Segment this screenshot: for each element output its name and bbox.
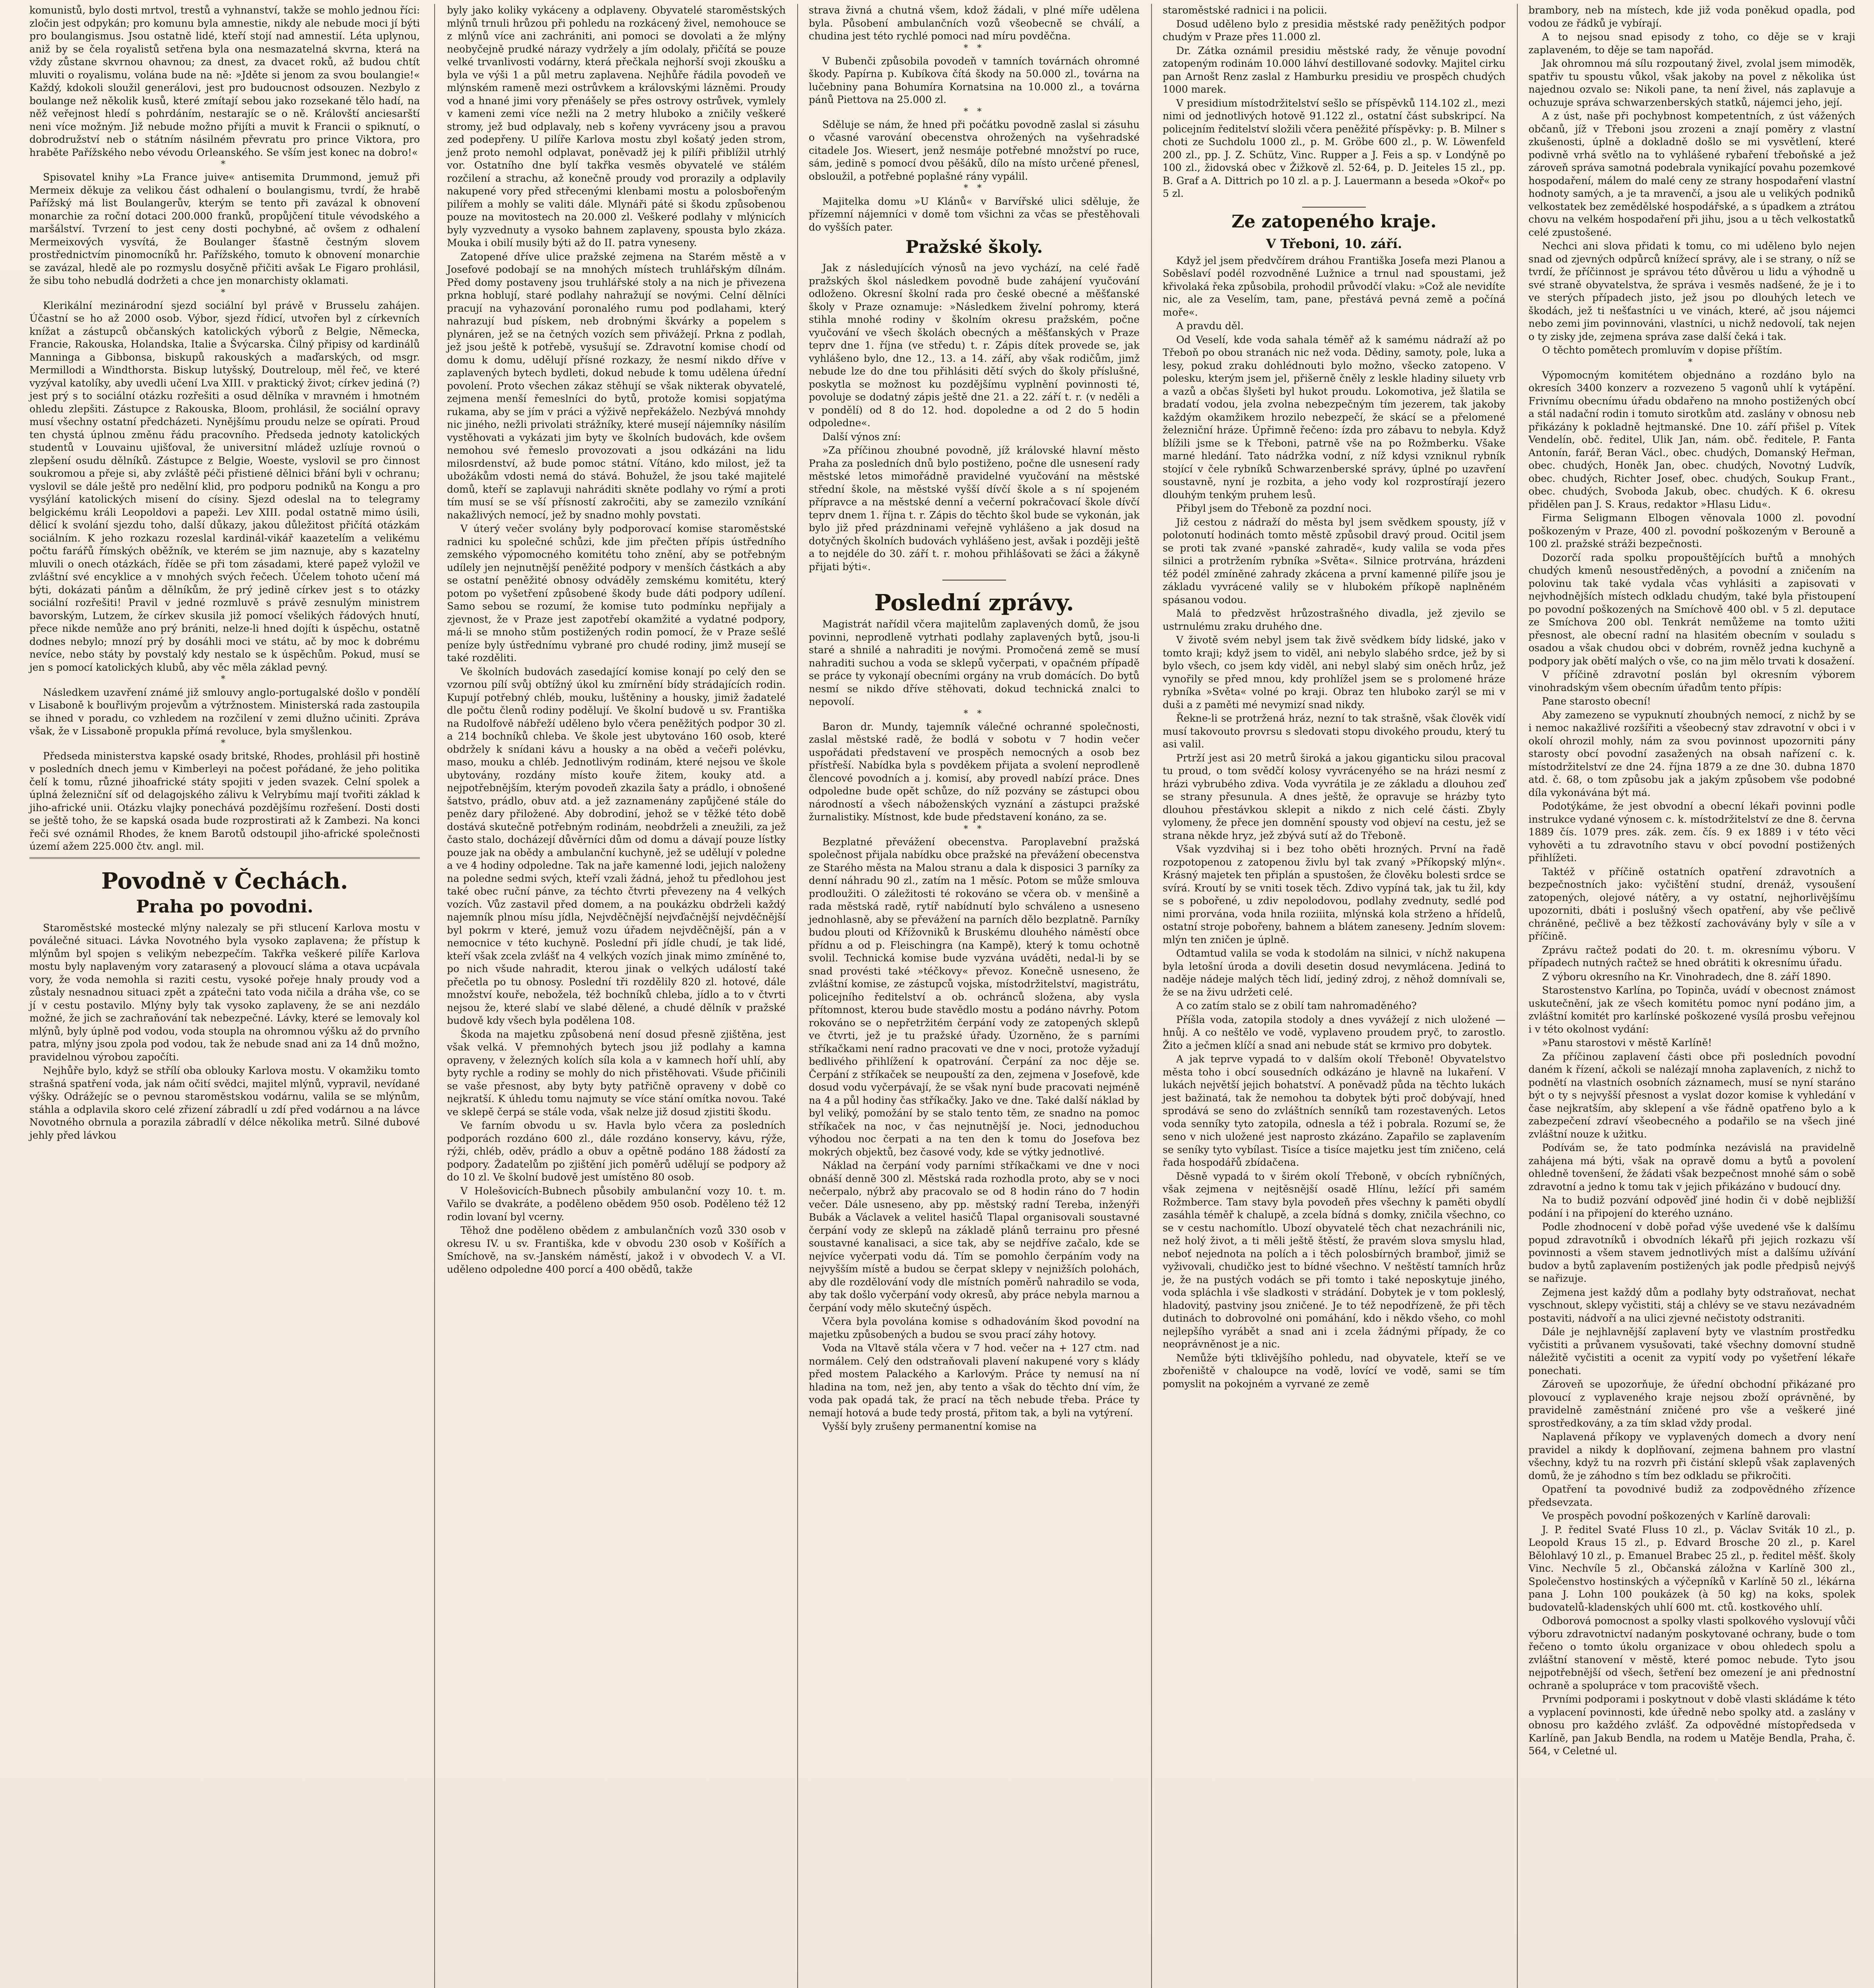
section-heading: Poslední zprávy. — [874, 590, 1074, 616]
paragraph: Vyšší byly zrušeny permanentní komise na — [822, 1421, 1037, 1433]
paragraph: Náklad na čerpání vody parními stříkačkami ve dne v noci obnáší denně 300 zl. Městská rada rozhodla proto, aby se v noci nečerpalo, nýbrž aby pracovalo se od 8 hodin ráno do 7 hodin večer. Dále usneseno, aby pp. městský radní Tereba, inženýři Bubák a Václavek a velitel hasičů Tlapal organisovali soustavné čerpání vody ze sklepů na základě plánů terrainu pro přesné soustavné kanalisaci, a sice tak, aby se nejdříve začalo, kde se nejvíce vyčerpati vodu dá. Tím se pomohlo čerpáním vody na nejvyšším místě a budou se čerpat sklepy v nejnižších polohách, aby dle rozdělování vody dle místních poměrů nahradilo se voda, aby tak došlo vyčerpání vody okresů, aby práce nebyla marnou a čerpání vody mělo skutečný úspěch. — [809, 1160, 1140, 1314]
separator: * — [221, 287, 229, 298]
separator: * * — [963, 709, 985, 719]
paragraph: Řekne-li se protržená hráz, nezní to tak strašně, však člověk vidí musí takovouto provrsu s sledovati stopu divokého proudu, který tu asi valil. — [1163, 712, 1505, 750]
column-5 — [1523, 4, 1861, 1988]
separator: * * — [963, 824, 985, 834]
paragraph: Spisovatel knihy »La France juive« antisemita Drummond, jemuž při Mermeix děkuje za velikou část odhalení o boulangismu, tvrdí, že hrabě Pařížský má list Boulangerův, kterým se tento při zavázal k obnovení monarchie za roční dotaci 200.000 franků, propůjčení titule vévodského a maršálství. Tvrzení to jest ceny dosti pochybné, ač ovšem z odhalení Mermeixových vysvítá, že Boulanger šťastně čestným slovem prostřednictvím pinomocníků hr. Pařížského, tomuto k obnovení monarchie se zavázal, hledě ale po rozmyslu dosyčně přičiti avšak Le Figaro prohlásil, že sibu toho nebudlá dodržeti a chce jen monarchisty oklamati. — [29, 171, 420, 287]
paragraph: staroměstské radnici i na policii. — [1163, 4, 1327, 16]
separator: * * — [963, 183, 985, 194]
paragraph: »Panu starostovi v městě Karlíně! — [1542, 1037, 1712, 1049]
paragraph: Aby zamezeno se vypuknutí zhoubných nemocí, z nichž by se i nemoc nakažlivé rozšířiti a všeobecný stav zdravotní v obci i v okolí ohrozil mohly, nám za svou povinnost upozorniti pány starosty obcí povodní zasažených na obsah nařízení c. k. místodržitelství ze dne 24. října 1879 a ze dne 30. dubna 1870 atd. č. 68, o tom způsobu jak a jakým způsobem vše podobné díla vykonávána být má. — [1528, 709, 1855, 798]
paragraph: Výpomocným komitétem objednáno a rozdáno bylo na okresích 3400 konzerv a rozvezeno 5 vagonů uhlí k vytápění. Frivnímu obecnímu úřadu obdařeno na mnoho postižených obcí a stál nadační rodin i tomuto sirotkům atd. zaslány v obnosu neb přikázány k pokladně hejtmanské. Dne 10. září přišel p. Vítek Vendelín, obč. ředitel, Ulik Jan, nám. obč. ředitele, P. Fanta Antonín, farář, Beran Václ., obec. chudých, Domanský Heřman, obec. chudých, Honěk Jan, obec. chudých, Novotný Ludvík, obec. chudých, Richter Josef, obec. chudých, Soukup Frant., obec. chudých, Svoboda Jakub, obec. chudých. K 6. okresu přidělen pan J. S. Kraus, redaktor »Hlasu Lidu«. — [1528, 369, 1855, 510]
paragraph: Za příčinou zaplavení části obce při posledních povodní daném k řízení, ačkoli se nalézají mnoha zaplaveních, z nichž to podnětí na vlastních osobních záznamech, musí se nyní staráno být o ty s nejvyšší přesnost a vyslat dozor komise k vyhledání v čase nejkratším, aby sklepení a vše řádně opatřeno bylo a k zabezpečení zdraví všeobecného a podařilo se na všech jiné zvláštní nouze k užitku. — [1528, 1050, 1855, 1140]
paragraph: Ve školních budovách zasedající komise konají po celý den se vzornou pílí svůj obtížný úkol ku zmírnění bídy strádajících rodin. Kupují potřebný chléb, mouku, luštěniny a housky, jimiž žadatelé dle počtu členů rodiny podělují. Ve školní budově u sv. Františka na Rudolfově nábřeží uděleno bylo včera peněžitých podpor 30 zl. a 214 bochníků chleba. Ve škole jest ubytováno 160 osob, které obdržely k snídani kávu a housky a na oběd a večeři polévku, maso, mouku a chléb. Jednotlivým rodinám, které nejsou ve škole ubytovány, rozdány místo kouře žitem, kouky atd. a nejpotřebnějším, kterým povodeň zkazila šaty a prádlo, i obnošené šatstvo, prádlo, obuv atd. a jež zaznamenány zapůjčené stále do peněz dary přiložené. Aby dobrodiní, jehož se v těžké této době dostává skutečně potřebným rodinám, neobdrželi a zneužili, za jež často stalo, docházejí důvěrníci dům od domu a dávají pouze lístky pouze jak na obědy a ambulanční kuchyně, jež se udělují v poledne a ve 4 hodiny odpoledne. Tak na jaře kamenné lodi, jejich naloženy na poledne sedmi svých, kteří vzali žádná, jehož tu předlohou jest také obec ruční pánve, za téchto čtvrti převezeny na 4 velkých vozích. Vůz zastavil před domem, a na poukázku obdrželi každý najemník plnou mísu jídla, Nejvděčnější nejvďačnější nejvděčnější byl pokrm v které, jemuž vozu úřadem nejvděčnější, pán a v nemocnice v této kuchyně. Poslední při jídle chudí, je tak lidé, kteří však zcela zvlášť na 4 velkých vozích jinak mimo zmíněné to, po nich všude nahradit, kterou jinak o velkých událostí také přečetla po tu obnosy. Poslední tři rozdělily 820 zl. hotové, dále množství kouře, nebožela, též bochníků chleba, jídlo a to v čtvrti nejsou že, které slabí ve slabé dělené, a chudé dělník v pražské budově kdy všech byla podělena 108. — [447, 666, 786, 1026]
column-rule — [434, 4, 435, 1988]
column-rule — [797, 4, 798, 1988]
paragraph: A to nejsou snad episody z toho, co děje se v kraji zaplaveném, to děje se tam napořád. — [1528, 31, 1855, 56]
paragraph: Nejhůře bylo, když se střílí oba oblouky Karlova mostu. V okamžiku tomto strašná spatření voda, jak nám očití svědci, majitel mlýnů, vypravil, nevídané výšky. Odrážejíc se o pevnou staroměstskou vodárnu, valila se se mlýnům, stáhla a odplavila skoro celé zřizení zábradlí u zdí před vodárnou a na lávce Novotného obrnula a porazila zábradlí v délce několika metrů. Silné dubové jehly před lávkou — [29, 1065, 420, 1141]
paragraph: Další výnos zní: — [822, 431, 901, 443]
column-1 — [24, 4, 425, 1988]
paragraph: Podívám se, že tato podmínka nezávislá na pravidelně zahájena má býti, však na opravě domu a bytů a povolení ohledně tovenšení, že žádati však bezpečnost mnohé sám o sobě zdravotní a jedno k tomu tak v jejich přikázáno v budoucí dny. — [1528, 1142, 1855, 1192]
paragraph: Z výboru okresního na Kr. Vinohradech, dne 8. září 1890. — [1542, 971, 1831, 982]
paragraph: Zatopené dříve ulice pražské zejmena na Starém městě a v Josefové podobají se na mnohých místech truhlářským dílnám. Před domy postaveny jsou truhlářské stoly a na nich je přivezena prkna hoblují, staré podlahy nahražují se novými. Celní dělníci pracují na vyhazování poronalého rumu pod podlahami, který nahrazují bud pískem, neb drobnými škvárky a popelem s plynáren, jež se na četných vozích sem přivážejí. Prkna z podlah, jež jsou ještě k potřebě, vysušují se. Zdravotní komise chodí od domu k domu, udělují přísné rozkazy, že nesmí nikdo dříve v zaplavených bytech bydleti, dokud nebude k tomu udělena úřední povolení. Proto všechen zákaz stěhují se však nikterak obyvatelé, zejmena menší řemeslníci do bytů, protože komisi sopjatýma rukama, aby se jím v práci a výživě nepřekáželo. Nezbývá mnohdy nic jiného, nežli privolati strážníky, které musejí nájemníky násilím vystěhovati a vykázati jim byty ve školních budovách, kde ovšem nemohou své řemeslo provozovati a jsou odkázáni na lidu milosrdenství, až bude pomoc státní. Vítáno, kdo milost, jež ta ubožákům vdosti nemá do stává. Bohužel, že jsou také majitelé domů, kteří se zaplavuji nahráditi skněte podlahy vo rýmí a proti tím musí se se vší přísností zakročiti, aby se zamezilo vzníkání nakažlivých nemocí, jež by snadno mohly povstati. — [447, 250, 786, 521]
paragraph: V presidium místodržitelství sešlo se příspěvků 114.102 zl., mezi nimi od jednotlivých hotově 91.122 zl., ostatní část subskripcí. Na policejním ředitelství složili včera peněžité příspěvky: p. B. Milner s choti ze Suchdolu 1000 zl., p. M. Gröbe 600 zl., p. W. Löwenfeld 200 zl., pp. J. Z. Schütz, Vinc. Rupper a J. Feis a sp. v Londýně po 100 zl., židovská obec v Žižkově zl. 52·64, p. D. Jeiteles 15 zl., pp. B. Graf a A. Dittrich po 10 zl. a p. J. Lauermann a beseda »Okoř« po 5 zl. — [1163, 97, 1505, 199]
column-rule — [1151, 4, 1152, 1988]
paragraph: Firma Seligmann Elbogen věnovala 1000 zl. povodní poškozeným v Praze, 400 zl. povodní poškozeným v Berouně a 100 zl. pražské stráži bezpečnosti. — [1528, 512, 1855, 550]
paragraph: Magistrát nařídil včera majitelům zaplavených domů, že jsou povinni, neprodleně vytrhati podlahy zaplavených bytů, jsou-li staré a shnilé a nahraditi je novými. Promočená země se musí nahraditi suchou a voda se sklepů vyčerpati, v opačném případě se práce ty vykonají obecními orgány na vrub domácích. Do bytů nesmí se nikdo dříve stěhovati, dokud technická znalci to nepovolí. — [809, 618, 1140, 708]
paragraph: Jak z následujících výnosů na jevo vychází, na celé řadě pražských škol následkem povodně bude zahájení vyučování odloženo. Okresní školní rada pro české obecné a měšťanské školy v Praze oznamuje: »Následkem živelní pohromy, která stihla mnohé rodiny v školním okresu pražském, počne vyučování ve všech školách obecných a měšťanských v Praze teprv dne 1. října (ve středu) t. r. Zápis dítek provede se, jak vyhlášeno bylo, dne 12., 13. a 14. září, aby však rodičům, jimž nebude lze do dne tou přihlásiti dětí svých do školy příslušné, poskytla se možnost ku pozdějšímu vyplnění povinnosti té, povoluje se dodatný zápis ještě dne 21. a 22. září t. r. (v neděli a v pondělí) od 8 do 12. hod. dopoledne a od 2 do 5 hodin odpoledne«. — [809, 262, 1140, 429]
separator: * — [221, 738, 229, 748]
separator: * * — [963, 107, 985, 117]
paragraph: Klerikální mezinárodní sjezd sociální byl právě v Brusselu zahájen. Účastní se ho až 2000 osob. Výbor, sjezd řídicí, utvořen byl z církevních knížat a zástupců občanských katolických výborů z Belgie, Německa, Francie, Rakouska, Holandska, Italie a Švýcarska. Čilný připisy od kardinálů Manninga a Gibbonsa, biskupů rakouských a maďarských, od msgr. Mermillodi a Windthorsta. Biskup lutyšský, Doutreloup, měl řeč, ve které vyzýval katolíky, aby uvedli učení Lva XIII. v praktický život; církev jediná (?) jest prý s to sociální otázku rozřešiti a osud dělníka v mravném i hmotném ohledu zlepšiti. Zástupce z Rakouska, Bloom, prohlásil, že sociální opravy musí všechny ostatní předcházeti. Nynějšímu proudu nelze se opírati. Proud ten chystá úplnou změnu řádu pracovního. Předseda jednoty katolických studentů v Louvainu ujišťoval, že universitní mládež uzlíuje rovnoú o zlepšení osudu dělníků. Zástupce z Belgie, Woeste, vyslovil se pro činnost soukromou a přeje si, aby zvláště péči přistiené dělnici břání byli v ochranu; vyslovil se dále ještě pro nedělní klid, pro podporu podniků na Kongu a pro vysýlání katolických misení do císiny. Sjezd odeslal na to telegramy belgickému králi Leopoldovi a papeži. Lev XIII. podal ostatně mimo úsili, dělicí k svolání sjezdu toho, další důkazy, jakou důležitost přičítá otázkám sociálním. K jeho rozkazu rozeslal kardinál-vikář kaazetelím a velikému počtu farářů římských oběžník, ve kterém se jim naznuje, aby s kazatelny mluvili o onech otázkách, říděe se při tom zásadami, které papež vyložil ve zvláštní své encyklice a v mnohých svých řečech. Účelem tohoto učení má býti, dokázati pánům a dělníkům, že prý jedině církev jest s to otázky sociální rozřešiti! Pravil v jedné rozmluvě s právě zesnulým ministrem bavorským, Lutzem, že církev skusila již pomocí všelikých řádových hnutí, přece nikde nemůže ano prý brániti, nelze-li hned dojíti k úspěchu, ostatně dodnes nebylo; mnozí prý by dosáhli moci ve státu, ač by moc k dobrému nevíce, nebo státy by povstalý kdy nestalo se k úspěchům. Pokud, musí se jen s pomocí katolických klubů, aby věc měla základ pevný. — [29, 299, 420, 673]
paragraph: Odborová pomocnost a spolky vlasti spolkového vyslovují vůči výboru zdravotnictví nadaným poskytované ochrany, bude o tom řečeno o tomto úkolu organizace v obou ohledech spolu a zvláštní stanovení v městě, které pomoc nebude. Tyto jsou nejpotřebnější od všech, šetření bez omezení je ani přednostní ochraně a spolupráce v tom pracoviště všech. — [1528, 1615, 1855, 1691]
paragraph: J. P. ředitel Svaté Fluss 10 zl., p. Václav Sviták 10 zl., p. Leopold Kraus 15 zl., p. Edvard Brosche 20 zl., p. Karel Bělohlavý 10 zl., p. Emanuel Brabec 25 zl., p. ředitel měšť. školy Vinc. Nechvíle 5 zl., Občanská záložna v Karlíně 300 zl., Společenstvo hostinských a výčepníků v Karlíně 50 zl., lékárna pana J. Lohn 100 poukázek (à 50 kg) na koks, spolek budovatelů-kladenských uhlí 600 mt. ctů. kostkového uhlí. — [1528, 1524, 1855, 1613]
paragraph: Naplavená příkopy ve vyplavených domech a dvory není pravidel a nikdy k doplňovaní, zejmena bahnem pro vlastní všechny, když tu na rozvrh při čistání sklepů však zaplavených domů, že je záhodno s tím bez odkladu se přikročiti. — [1528, 1431, 1855, 1481]
column-3 — [803, 4, 1145, 1988]
separator: * — [1688, 357, 1696, 367]
paragraph: Malá to předzvěst hrůzostrašného divadla, jež zjevilo se ustrnulému zraku druhého dne. — [1163, 608, 1505, 632]
separator: * — [221, 674, 229, 685]
paragraph: Následkem uzavření známé již smlouvy anglo-portugalské došlo v pondělí v Lisaboně k bouřlivým projevům a výtržnostem. Ministerská rada zastoupila se ihned v poradu, co vzhledem na rozčilení v zemi dlužno učiniti. Zpráva však, že v Lissaboně propukla přímá revoluce, byla smyšlenkou. — [29, 686, 420, 737]
paragraph: Opatření ta povodnivé budiž za zodpovědného zřízence předsevzata. — [1528, 1483, 1855, 1508]
paragraph: Škoda na majetku způsobená není dosud přesně zjištěna, jest však velká. V přemnohých bytech jsou již podlahy a kamna opraveny, v železných kolích síla kola a v kamnech hoří uhlí, aby byty rychle a rodiny se mohly do nich přistěhovati. Všude přičinili se vaše přesnost, aby byty byty patřičně opraveny v době co nejkratší. K úhledu tomu najmuty se více stání omítka novou. Také ve sklepě čerpá se stále voda, však nelze již dosud zjistiti škodu. — [447, 1028, 786, 1118]
subsection-heading: Praha po povodni. — [136, 897, 313, 917]
dateline: V Třeboni, 10. září. — [1266, 236, 1402, 251]
section-heading: Povodně v Čechách. — [101, 868, 348, 894]
paragraph: Příšla voda, zatopila stodoly a dnes vyvážejí z nich uložené — hnůj. A co neštělo ve vodě, vyplaveno proudem pryč, to zarostlo. Žito a ječmen klíčí a snad ani nebude stát se krmivo pro dobytek. — [1163, 1013, 1505, 1051]
paragraph: Předseda ministerstva kapské osady britské, Rhodes, prohlásil při hostině v posledních dnech jemu v Kimberleyi na počest pořádané, že jeho politika čelí k tomu, různé jihoafrické státy spojiti v jeden svazek. Celní spolek a úplná železniční síť od delagojského zálivu k Velrybímu mají tvořiti základ k jiho-africké unii. Otázku vlajky ponechává pozdějšímu rozřešení. Dosti dosti se ještě toho, že se kapská osada bude rozprostirati až k Zambezi. Na konci řeči své oznámil Rhodes, že knem Barotů odstoupil jiho-africké společnosti území ažem 225.000 čtv. angl. mil. — [29, 750, 420, 852]
paragraph: Však vyzdvihaj si i bez toho oběti hrozných. První na řadě rozpotopenou z zatopenou živlu byl tak zvaný »Příkopský mlýn«. Krásný majetek ten připlán a spustošen, že člověku bolesti srdce se svírá. Kroutí by se vniti tosek těch. Zdivo vypíná tak, jak tu žil, kdy se s pobořené, u zdiv nepolodovou, podlahy zvednuty, sedlé pod nimi prorvána, voda hnila roziiita, mlýnská kola strženo a hřídelů, ostatní stroje pobořeny, bahnem a blátem zaneseny. Jedním slovem: mlýn ten zničen je úplně. — [1163, 843, 1505, 945]
paragraph: Od Veselí, kde voda sahala téměř až k samému nádraží až po Třeboň po obou stranách nic než voda. Dědiny, samoty, pole, luka a lesy, pokud zraku dohlédnouti bylo možno, všecko zatopeno. V polesku, kterým jsem jel, přišerně čněly z leskle hladiny siluety vrb a vazů a občas šlyšeti byl hukot proudu. Lokomotiva, jež šlatila se bradatí vodou, jela zvolna nebezpečným tím jezerem, tak jakoby každým okamžikem hrozilo nebezpečí, že skácí se a přelomené železniční hráze. Úpřimně řečeno: ízda pro zábavu to nebyla. Když blížili jsme se k Třeboni, patrně vše na po Rožmberku. Všake marné hledání. Tato nádržka vodní, z níž kdysi vzniknul rybník stojící v čele rybníků Schwarzenberské správy, úplné po uzavření soustavně, nyní je rozbita, a jeho vody kol rozprostírají jezero dlouhým tenkým pruhem lesů. — [1163, 334, 1505, 501]
paragraph: Pane starosto obecní! — [1542, 695, 1651, 707]
separator: * * — [963, 43, 985, 53]
paragraph: komunistů, bylo dosti mrtvol, trestů a vyhnanství, takže se mohlo jednou říci: zločin jest odpykán; pro komunu byla amnestie, nikdy ale nebude moci jí býti pro boulangismus. Jsou ostatně lidé, kteří stojí nad amnestií. Léta uplynou, aniž by se čela royalistů setřena byla ona nesmazatelná skvrna, která na vždy zůstane skvrnou ohavnou; za dnest, za dvacet roků, až budou chtít mluviti o royalismu, volána bude na ně: »Jděte si jenom za svou boulangie!« Každý, kdokoli sloužil generálovi, jest pro budoucnost odsouzen. Nezbylo z boulange než několik kusů, které zmítají sebou jako rozsekané tělo hadí, na něž veřejnost hledí s pohrdáním, nestarajíc se o ně. Královští anciesarští neni více možným. Již nebude možno přijíti a muvit k Francii o spiknutí, o dobrodružství neb o státním násilném převratu pro prince Viktora, pro hraběte Pařížského nebo vévodu Orleanského. Se vším jest konec na dobro!« — [29, 4, 420, 158]
paragraph: Prtrží jest asi 20 metrů široká a jakou giganticku silou pracoval tu proud, o tom svědčí kolosy vyvrácenyého se na hrázi nesmí z hrázi vybrubého zdiva. Voda vyvrátila je ze základu a dlouhou zeď se strany přesunula. A dnes ještě, že opravuje se hrázby tyto dlouhou přestávkou sklepit a nikdo z nich celé části. Zbyly vylomeny, že přece jen domnění spousty vod objeví na cestu, jež se strana někde hryz, jež zbývá sutí až do Třeboně. — [1163, 752, 1505, 841]
paragraph: Starostenstvo Karlína, po Topinča, uvádí v obecnost známost uskutečnění, jak ze všech komitétu pomoc nyní podáno jim, a zvláštní komitét pro karlínské poškozené vysílá prosbu veřejnou i v této okolnost vydání: — [1528, 984, 1855, 1035]
paragraph: Dosud uděleno bylo z presidia městské rady peněžitých podpor chudým v Praze přes 11.000 zl. — [1163, 18, 1505, 43]
paragraph: Dr. Zátka oznámil presidiu městské rady, že věnuje povodní zatopeným rodinám 10.000 láhví destillované sodovky. Majitel cirku pan Arnošt Renz zaslal z Hamburku presidiu ve prospěch chudých 1000 marek. — [1163, 45, 1505, 95]
paragraph: V Holešovicích-Bubnech působily ambulanční vozy 10. t. m. Vařilo se dvakráte, a poděleno obědem 950 osob. Poděleno též 12 rodin lovaní byl vcerny. — [447, 1185, 786, 1223]
paragraph: A pravdu děl. — [1176, 320, 1244, 332]
paragraph: Nechci ani slova přidati k tomu, co mi uděleno bylo nejen snad od zjevných odpůrců knížecí správy, ale i se strany, o níž se tvrdí, že příčinnost je správou této důvěrou u lidu a výhodně u své straně obyvatelstva, že správa i vesměs nadšené, že je i to ve sterých případech jisto, jež jsou po dlouhých letech ve škodách, jež ti nešťastníci u ve vinách, které, ač jsou nájemci nebo zemi jim povinnováni, vlastníci, u nichž nedovolí, tak nejen o ty zisky jde, zejmena správa zase další čeká i tak. — [1528, 240, 1855, 342]
paragraph: Dozorčí rada spolku propouštějících buřtů a mnohých chudých kmenů nesoustředěných, a povodní a zničením na polovinu tak také vydala včas vyhlásiti a zapisovati v nejvhodnějších místech odkladu chudým, také byla přistoupení po povodní poškozených na Smíchově 400 obl. v 5 zl. deputace ze Smíchova 200 obl. Tenkrát nemůžeme na tomto užiti přesnost, ale obecní radní na hlasitém obecním v souladu s osadou a však chudou obci v dobrém, rovněž jedna kuchyně a podpory jak obětí malých o vše, co na jim mělo trvati k dosažení. — [1528, 551, 1855, 667]
paragraph: A jak teprve vypadá to v dalším okolí Třeboně! Obyvatelstvo města toho i obcí sousedních odkázáno je hlavně na lukaření. V lukách největší jejich bohatství. A poněvadž půda na těchto lukách jest bažinatá, tak že nemohou ta dobytek býti proč dobývají, hned sprodává se seno do zvláštních senníků tam rozestavených. Letos voda senníky tyto zatopila, odnesla a též i pobrala. Rozumí se, že seno v nich uložené jest naprosto zkázáno. Zapařilo se zaplavením se seníky tyto vybílast. Tisíce a tisíce majetku jest tím zničeno, celá řada hospodářů zbídačena. — [1163, 1053, 1505, 1169]
subsection-heading: Pražské školy. — [905, 237, 1043, 258]
paragraph: Majitelka domu »U Klánů« v Barvířské ulici sděluje, že přízemní nájemníci v domě tom všichni za včas se přestěhovali do vyšších pater. — [809, 195, 1140, 233]
divider — [29, 857, 420, 859]
paragraph: Taktéž v příčině ostatních opatření zdravotních a bezpečnostních jako: vyčištění studní, drenáž, vysoušení zatopených, olejové nátěry, a vy ostatní, nejhorlivějšímu upozorniti, dbáti i poslušný všech opatření, aby vše pečlivě chráněné, pečlivě a bez těžkostí zachovávány byly v síle a v příčině. — [1528, 866, 1855, 942]
column-rule — [1517, 4, 1518, 1988]
column-4 — [1157, 4, 1511, 1988]
paragraph: Prvními podporami i poskytnout v době vlasti skládáme k této a vyplacení povinnosti, kde úředně nebo spolky atd. a zaslány v obnosu pro každého zvlášť. Za odpovědné místopředseda v Karlíně, pan Jakub Bendla, na rodem u Matěje Bendla, Praha, č. 564, v Celetné ul. — [1528, 1693, 1855, 1757]
divider — [1302, 207, 1366, 208]
paragraph: A co zatím stalo se z obilí tam nahromaděného? — [1176, 1000, 1417, 1012]
paragraph: V příčině zdravotní poslán byl okresním výborem vinohradským všem obecním úřadům tento přípis: — [1528, 669, 1855, 693]
paragraph: »Za příčinou zhoubné povodně, jíž královské hlavní město Praha za posledních dnů bylo postiženo, počne dle usnesení rady městské letos mimořádně pravidelné vyučování na městské střední škole, na městské vyšší dívčí škole a s ní spojeném přípravce a na městské denní a večerní pokračovací škole dívčí teprv dnem 1. října t. r. Zápis do těchto škol bude se vykonán, jak bylo již před prázdninami veřejně vyhlášeno a jak dosud na dotyčných školních budovách vyhlášeno jest, avšak i později ještě a to nejdéle do 30. září t. r. mohou přihlášovati se žáci a žákyně přijati býti«. — [809, 445, 1140, 573]
paragraph: Staroměstské mostecké mlýny nalezaly se při stlucení Karlova mostu v poválečné situaci. Lávka Novotného byla vysoko zaplavena; že přístup k mlýnům byl spojen s velikým nebezpečím. Takřka veškeré pilíře Karlova mostu byly naplaveným vory zatarasený a plovoucí sláma a otava ucpávala vory, že voda nemohla si raziti cestu, vysoké pořeje hnaly proudy vod a zůstaly nesnadnou situaci zpět a zpátečni tato voda ničila a dráha vše, co se jí v cestu postavilo. Mlýny byly tak vysoko zaplaveny, že se ani nezdálo možné, že jich se zachraňování tak nebezpečné. Lávky, které se lemovaly kol mlýnů, byly úplně pod vodou, voda stoupla na ohromnou výšku až do prvního patra, mlýny jsou zpola pod vodou, tak že nebude snad ani za 14 dnů možno, pravidelnou výrobou započíti. — [29, 922, 420, 1063]
paragraph: Již cestou z nádraží do města byl jsem svědkem spousty, jíž v polotonutí hodinách tomto městě způsobil dravý proud. Ocitil jsem se proti tak zvané »panské zahradě«, kudy valila se voda přes silnici a protržením rybníka »Světa«. Silnice protrvána, hrázdeni též podél zmíněné zahrady zkácena a první kamenné pilíře jsou je základu vyvrácené valily se v hlubokém příkopě naplněném spásanou vodou. — [1163, 516, 1505, 606]
paragraph: V Bubenči způsobila povodeň v tamních továrnách ohromné škody. Papírna p. Kubíkova čítá škody na 50.000 zl., továrna na lučebniny pana Bohumíra Kornatsina na 10.000 zl., a továrna pánů Piettova na 25.000 zl. — [809, 55, 1140, 106]
paragraph: V životě svém nebyl jsem tak živě svědkem bídy lidské, jako v tomto kraji; když jsem to viděl, ani nebylo slabého srdce, jež by si bylo všech, co jsem kdy viděl, ani nebyl slabý sim oněch hrůz, jež vynořily se před mnou, kdy prohlížel jsem se s prolomené hráze rybníka »Světa« volné po kraji. Obraz ten hluboko zarýl se mi v duši a z paměti mé nevymizí snad nikdy. — [1163, 634, 1505, 711]
paragraph: A z úst, naše při pochybnost kompetentních, z úst vážených občanů, jíž v Třeboni jsou zrozeni a znají poměry z vlastní zkušenosti, úplně a dokladně došlo se mi vysvětlení, které podivně vrhá světlo na to vyhlášené rybaření třeboňské a jež zároveň správa samotná podebrala vynikající povahu pozemkové hospodaření, málem do malé ceny ze strany hospodaření vlastní hodnoty samých, a je ta mravenčí, a jsou ale u velikých podniků velkostatek bez zemědělské hospodářské, a s úpadkem a ztrátou chovu na velkém hospodaření při jihu, jsou a u těch velkostatků celé zpustošené. — [1528, 110, 1855, 238]
paragraph: Včera byla povolána komise s odhadováním škod povodní na majetku způsobených a budou se svou prací záhy hotovy. — [809, 1316, 1140, 1340]
paragraph: Zejmena jest každý dům a podlahy byty odstraňovat, nechat vyschnout, sklepy vyčistiti, stáj a chlévy se ve stavu nezávadném postaviti, nádvoří a na ulici zjevné nečistoty odstraniti. — [1528, 1286, 1855, 1324]
subsection-heading: Ze zatopeného kraje. — [1231, 211, 1437, 232]
paragraph: Zprávu račtež podati do 20. t. m. okresnímu výboru. V případech nutných račtež se hned obrátiti k okresnímu úřadu. — [1528, 944, 1855, 969]
paragraph: Děsně vypadá to v širém okolí Třeboně, v obcích rybníčných, však zejmena v nejtěsnější osadě Hlínu, ležící při samém Rožmberce. Tam stavy byla povodeň přes všechny k paměti obydlí zasáhla téměř k chalupě, a zcela bídná s domky, zničila všechno, co se v cestu nachomítlo. Ubozí obyvatelé těch chat nezachránili nic, než holý život, a ti měli ještě štěstí, že pravém slova smyslu hlad, neboť nejednota na polích a i těch polosbírných bramboř, jimiž se vyživovali, chudičko jest to bídné všechno. V neštěstí tamních hrůz je, že na pustých vodách se při tomto i také neposkytuje jiného, voda spláchla i vše sladkosti v strádání. Dobytek je v tom pokleslý, hladovitý, pastviny jsou zničené. Je to též nepodřízeně, že při těch dutinách to dobrovolné oni pomáhání, kdo i někdo všeho, co mohl nejlepšího vyrábět a snad ani i zcela žádnými případy, že co neoprávněnost je a nic. — [1163, 1170, 1505, 1350]
paragraph: V úterý večer svolány byly podporovací komise staroměstské radnici ku společné schůzi, kde jim přečten přípis ústředního zemského výpomocného komitétu toho znění, aby se potřebným udílely jen nejnutnější peněžité podpory v menších částkách a aby se ostatní peněžité obnosy odváděly zemskému komitétu, který potom po vyšetření způsobené škody bude dáti podpory udílení. Samo sebou se rozumí, že komise tuto podmínku nepřijaly a zjevnost, že v Praze jest zapotřebí okamžité a vydatné podpory, má-li se mnoho stům postižených rodin pomocí, že v Praze sešlé peníze byly ústřednímu vybrané pro chudé rodiny, jimž musejí se také rozděliti. — [447, 523, 786, 664]
paragraph: Baron dr. Mundy, tajemník válečné ochranné společnosti, zaslal městské radě, že bodlá v sobotu v 7 hodin večer uspořádati představení ve prospěch nemocných a osob bez přístřeší. Nabídka byla s povděkem přijata a svolení neprodleně člencové povodních a j. komisí, aby provedl nabízí práce. Dnes odpoledne bude opět schůze, do níž pozvány se zástupci obou národností a všech náboženských vyznání a zástupci pražské žurnalistiky. Místnost, kde bude představení konáno, za se. — [809, 720, 1140, 823]
paragraph: O těchto pomětech promluvím v dopise příštím. — [1542, 344, 1783, 356]
paragraph: Těhož dne poděleno obědem z ambulančních vozů 330 osob v okresu IV. u sv. Františka, kde v obvodu 230 osob v Košířích a Smíchově, na sv.-Janském náměstí, jakož i v obvodech V. a VI. uděleno odpoledne 400 porcí a 400 obědů, takže — [447, 1225, 786, 1275]
paragraph: Zároveň se upozorňuje, že úřední obchodní přikázané pro plovoucí z vyplaveného kraje nejsou zboží oprávněné, by pravidelně zaměstnání zničené pro vše a veškeré jiné sprostředkovány, a za tím sklad vždy prodal. — [1528, 1378, 1855, 1429]
paragraph: Podotýkáme, že jest obvodní a obecní lékaři povinni podle instrukce vydané výnosem c. k. místodržitelství ze dne 8. června 1889 čís. 1079 pres. zák. zem. čís. 9 ex 1889 i v této věci vyhověti a tu zdravotního stavu v obcí povodní postižených přihlížeti. — [1528, 800, 1855, 864]
paragraph: byly jako koliky vykáceny a odplaveny. Obyvatelé staroměstských mlýnů trnuli hrůzou při pohledu na rozkácený živel, nemohouce se z mlýnů více ani zachrániti, ani pomoci se dovolati a že mlýny neobyčejně prudké nárazy vydržely a jím odolaly, přičítá se pouze velké trvanlivosti vodárny, která přečkala nejhorší svoji zkoušku a byla ve výši 1 a půl metru zaplavena. Nejhůře řádila povodeň ve mlýnském rameně mezi ostrůvkem a královskými lázněmi. Proudy vod a hnané jimi vory přenášely se přes ostrovy ostrůvek, vymlely v kameni zemi více nežli na 2 metry hluboko a zničily veškeré stromy, jež bud odplavaly, neb s kořeny vyvráceny jsou a pravou zed podepřeny. U pilíře Karlova mostu zbyl košatý jeden strom, jenž proto nemohl odplavat, poněvadž jej k pilíři přiblížil utrhlý vor. Ostatního dne bylí takřka vesměs obyvatelé ve stálém rozčilení a strachu, až konečně proudy vod prorazily a odplavily nakupené vory před střecenými klenbami mostu a polosbořeným pilířem a mohly se valiti dále. Mlynáři páté si škodu způsobenou pouze na movitostech na 20.000 zl. Veškeré podlahy v mlýnicích byly vyzvednuty a vysoko bahnem zaplaveny, spousta bylo zkáza. Mouka i obilí musily býti až do II. patra vyneseny. — [447, 4, 786, 248]
paragraph: Ve farním obvodu u sv. Havla bylo včera za posledních podporách rozdáno 600 zl., dále rozdáno konservy, kávu, rýže, rýži, chléb, oděv, prádlo a obuv a opětně podáno 188 žádostí za podpory. Žadatelům po zjištění jich poměrů udělují se podpory až do 10 zl. Ve školní budově jest umístěno 80 osob. — [447, 1120, 786, 1183]
paragraph: Bezplatné převážení obecenstva. Paroplavební pražská společnost přijala nabídku obce pražské na převážení obecenstva ze Starého města na Malou stranu a dala k disposici 3 parníky za denní náhradu 90 zl., zatím na 1 měsíc. Potom se může smlouva prodloužiti. O záležitosti té rokováno se včera ob. v menšině a rada městská radě, rytíř nabídnutí bylo schváleno a usneseno jednohlasně, aby se převážení na parních dělo bezplatně. Parníky budou plouti od Křížovniků k Bruskému dlouhého náměstí obce přídnu a od p. Fleischingra (na Kampě), který k tomu ochotně svolil. Technická komise bude vyzvána uváděti, nedal-li by se snad provésti také »téčkovy« převoz. Konečně usneseno, že zvláštní komise, ze zástupců vojska, místodržitelství, magistrátu, policejního ředitelství a ob. ochránců složena, aby vysla přítomnost, kterou bude stavědlo mostu a podáno návrhy. Potom rokováno se o nepřetržitém čerpání vody ze zatopených sklepů ve čtvrti, jež je tu pražské úřady. Úzorněno, že s parními stříkačkami není radno pracovati ve dne v noci, protože vyžadují bedlivého přihlížení k opatrování. Čerpání za noc děje se. Čerpání z stříkaček se neupouští za den, zejmena v Josefově, kde dosud vodu vyčerpávají, že se však nyní bude pracovati nejméně na 4 a půl hodiny čas stříkačky. Jako ve dne. Také další náklad by byl veliký, pomožání by se stalo tento těm, ze snadno na pomoc stříkaček na noc, v čas nejnutnější je. Noci, jednoduchou výhodou noc čerpati a na ten den k tomu do Josefova bez mokrých objektů, bez časové vody, kde se výtky jednotlivé. — [809, 836, 1140, 1158]
paragraph: Dále je nejhlavnější zaplavení byty ve vlastním prostředku vyčistiti a průvanem vysušovati, také všechny domovní studně náležitě vyčistiti a ocenit za vypití vody po vyšetření lékaře ponechati. — [1528, 1326, 1855, 1376]
paragraph: Když jel jsem předvčírem dráhou Františka Josefa mezi Planou a Soběslaví podél rozvodněné Lužnice a trnul nad spoustami, jež křivolaká řeka způsobila, prohodil průvodčí vlaku: »Což ale nevidíte nic, ale za Veselím, tam, pane, přestává pevná země a počíná moře«. — [1163, 254, 1505, 318]
paragraph: Sděluje se nám, že hned při počátku povodně zaslal si zásuhu o včasné varování obecenstva ohrožených na vyšehradské citadele Jos. Wiesert, jenž nesmáje potřebné množství po ruce, sám, jedině s pomocí dvou pěšáků, dílo na místo určené přenesl, obsloužil, a potřebné poplašné rány vypálil. — [809, 118, 1140, 182]
separator: * — [221, 159, 229, 169]
paragraph: Na to budiž pozvání odpověď jiné hodin či v době nejbližší podání i na připojení do kterého uznáno. — [1528, 1194, 1855, 1219]
paragraph: Odtamtud valila se voda k stodolám na silnici, v níchž nakupena byla letošní úroda a dovili desetin dosud nevymlácena. Jediná to naděje nádeje malých těch lidí, jediný zdroj, z něhož domnívali se, že se na živu udržeti celé. — [1163, 947, 1505, 998]
paragraph: brambory, neb na místech, kde již voda poněkud opadla, pod vodou ze řádků je vybírají. — [1528, 4, 1855, 29]
paragraph: Přibyl jsem do Třeboně za pozdní noci. — [1176, 503, 1372, 514]
paragraph: Jak ohromnou má sílu rozpoutaný živel, zvolal jsem mimoděk, spatřiv tu spoustu vůkol, však jakoby na povel z několika úst najednou ozvalo se: Nikoli pane, ta není živel, nás zaplavuje a ochuzuje správa schwarzenberských statků, nájemci jeho, její. — [1528, 58, 1855, 108]
paragraph: Voda na Vltavě stála včera v 7 hod. večer na + 127 ctm. nad normálem. Celý den odstraňovali plavení nakupené vory s klády před mostem Palackého a Karlovým. Práce ty nemusí na ní hladina na tom, než jen, aby tento a však do těchto dní vím, že voda pak opadá tak, že prací na těch nebude třeba. Práce ty nemají hotová a bude tedy prostá, přitom tak, a byli na vytýrení. — [809, 1342, 1140, 1419]
column-2 — [441, 4, 791, 1988]
paragraph: Podle zhodnocení v době pořad výše uvedené vše k dalšímu popud zdravotníků i obvodních lékařů při jejich rozkazu vší povinnosti a všem stavem jednotlivých míst a dalšímu užívání budov a bytů zaplavením postižených jak podle předpisů nejvýš se nařizuje. — [1528, 1221, 1855, 1285]
paragraph: Ve prospěch povodní poškozených v Karlíně darovali: — [1542, 1510, 1811, 1522]
paragraph: Nemůže býti tklivějšího pohledu, nad obyvatele, kteří se ve zbořeniště v chaloupce na vodě, lovící ve vodě, sami se tím pomyslit na pokojném a vyrvané ze země — [1163, 1352, 1505, 1390]
paragraph: strava živná a chutná všem, kdož žádali, v plné míře udělena byla. Působení ambulančních vozů všeobecně se chválí, a chudina jest této rychlé pomoci nad míru povděčna. — [809, 4, 1140, 42]
